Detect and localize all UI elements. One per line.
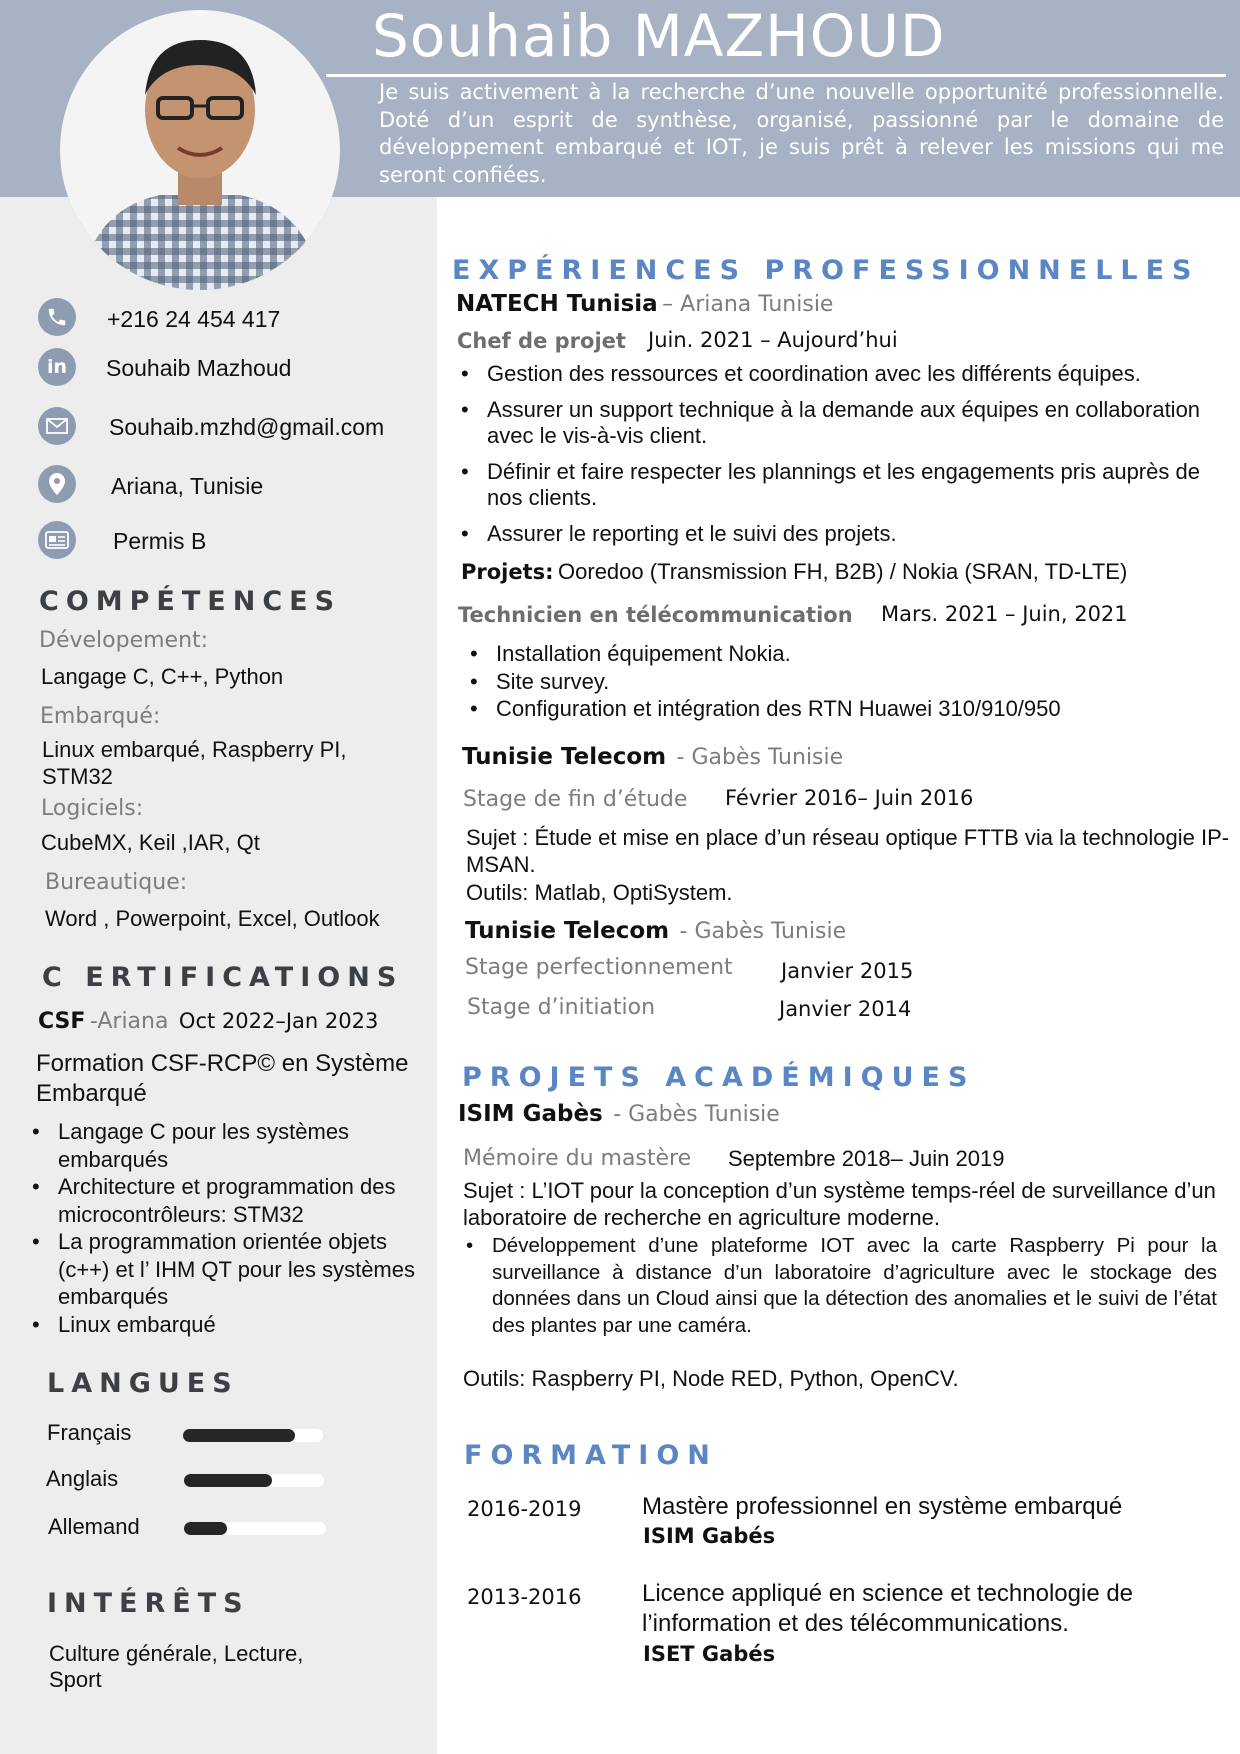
project-header	[458, 1101, 780, 1127]
job-duties	[457, 361, 1232, 547]
skill-group-label: Dévelopement:	[39, 628, 209, 653]
company-location: - Gabès Tunisie	[676, 745, 844, 770]
languages-heading: LANGUES	[47, 1368, 239, 1399]
certification-org: CSF	[38, 1009, 86, 1034]
phone-icon	[38, 298, 76, 336]
education-school: ISET Gabés	[643, 1642, 776, 1666]
phone-number[interactable]: +216 24 454 417	[107, 306, 281, 332]
language-name: Allemand	[48, 1514, 140, 1539]
company-name: Tunisie Telecom	[465, 918, 670, 944]
language-level-bar	[184, 1522, 326, 1535]
education-title: Licence appliqué en science et technologie de l’information et des télécommunications.	[642, 1580, 1134, 1637]
job-dates: Janvier 2014	[779, 997, 912, 1021]
list-item: • Assurer un support technique à la demande aux équipes en collaboration avec le vis-à-vis client.	[457, 397, 1232, 450]
school-location: - Gabès Tunisie	[613, 1102, 780, 1127]
id-card-icon	[38, 521, 76, 559]
list-item: • Site survey.	[466, 668, 1226, 696]
certification-dates: Oct 2022–Jan 2023	[178, 1009, 379, 1033]
job-role: Stage de fin d’étude	[463, 787, 688, 812]
skill-group-value: CubeMX, Keil ,IAR, Qt	[41, 830, 260, 855]
job-role: Technicien en télécommunication	[458, 603, 853, 627]
skill-group-label: Bureautique:	[45, 870, 188, 895]
language-level-fill	[184, 1474, 272, 1487]
list-item: • Architecture et programmation des microcontrôleurs: STM32	[28, 1173, 433, 1228]
projects-label: Projets:	[461, 560, 554, 584]
list-item: • Configuration et intégration des RTN Huawei 310/910/950	[466, 695, 1226, 723]
language-name: Anglais	[46, 1466, 119, 1491]
language-level-bar	[184, 1474, 324, 1487]
education-heading: FORMATION	[464, 1440, 718, 1471]
list-item: • Définir et faire respecter les plannings et les engagements pris auprès de nos clients.	[457, 459, 1232, 512]
projects-heading: PROJETS ACADÉMIQUES	[462, 1062, 976, 1093]
list-item: • Installation équipement Nokia.	[466, 640, 1226, 668]
linkedin-icon: in	[38, 348, 76, 386]
location-text: Ariana, Tunisie	[111, 473, 264, 499]
projects-text: Ooredoo (Transmission FH, B2B) / Nokia (SRAN, TD-LTE)	[558, 559, 1128, 584]
list-item: • Langage C pour les systèmes embarqués	[28, 1118, 433, 1173]
location-pin-icon	[38, 465, 76, 503]
certification-topics	[28, 1118, 433, 1338]
language-level-fill	[183, 1429, 295, 1442]
name-divider	[326, 74, 1226, 77]
email-address[interactable]: Souhaib.mzhd@gmail.com	[109, 414, 385, 440]
profile-summary: Je suis activement à la recherche d’une nouvelle opportunité professionnelle. Doté d’un esprit de synthèse, organisé, passionné par le domaine de développement embarqué et IOT, je suis prêt à relever les missions qui me seront confiées.	[379, 80, 1224, 187]
skill-group-value: Linux embarqué, Raspberry PI, STM32	[42, 737, 347, 789]
license-text: Permis B	[113, 528, 207, 554]
job-dates: Mars. 2021 – Juin, 2021	[881, 602, 1128, 626]
certification-location: -Ariana	[89, 1009, 169, 1034]
job-duties	[466, 640, 1226, 723]
company-name: Tunisie Telecom	[462, 744, 667, 770]
company-location: - Gabès Tunisie	[679, 919, 847, 944]
job-dates: Février 2016– Juin 2016	[725, 786, 974, 810]
skill-group-value: Word , Powerpoint, Excel, Outlook	[45, 906, 380, 931]
job-dates: Juin. 2021 – Aujourd’hui	[648, 328, 898, 352]
job-header	[456, 291, 833, 317]
internship-subject: Sujet : Étude et mise en place d’un réseau optique FTTB via la technologie IP-MSAN.	[466, 825, 1230, 877]
job-dates: Janvier 2015	[781, 959, 914, 983]
internship-tools: Outils: Matlab, OptiSystem.	[466, 880, 733, 905]
list-item: • Assurer le reporting et le suivi des projets.	[457, 521, 1232, 548]
experience-heading: EXPÉRIENCES PROFESSIONNELLES	[452, 255, 1200, 286]
certification-title: Formation CSF-RCP© en Système Embarqué	[36, 1050, 409, 1107]
interests-heading: INTÉRÊTS	[47, 1588, 250, 1619]
linkedin-name[interactable]: Souhaib Mazhoud	[106, 355, 292, 381]
language-name: Français	[47, 1420, 132, 1445]
list-item: • Linux embarqué	[28, 1311, 433, 1339]
candidate-name: Souhaib MAZHOUD	[372, 2, 946, 70]
skill-group-value: Langage C, C++, Python	[41, 664, 284, 689]
skill-group-label: Embarqué:	[40, 704, 161, 729]
job-header	[465, 918, 846, 944]
project-dates: Septembre 2018– Juin 2019	[728, 1146, 1005, 1171]
job-role: Stage d’initiation	[467, 995, 656, 1020]
school-name: ISIM Gabès	[458, 1101, 603, 1127]
project-tools: Outils: Raspberry PI, Node RED, Python, OpenCV.	[463, 1366, 959, 1391]
skill-group-label: Logiciels:	[41, 796, 144, 821]
project-subject: Sujet : L’IOT pour la conception d’un système temps-réel de surveillance d’un laboratoire de recherche en agriculture moderne.	[463, 1178, 1216, 1230]
project-details	[462, 1233, 1217, 1339]
project-role: Mémoire du mastère	[463, 1146, 692, 1171]
education-school: ISIM Gabés	[643, 1524, 776, 1548]
certification-header	[38, 1009, 378, 1034]
list-item: • Gestion des ressources et coordination avec les différents équipes.	[457, 361, 1232, 388]
skills-heading: COMPÉTENCES	[39, 586, 342, 617]
language-level-fill	[184, 1522, 227, 1535]
education-years: 2013-2016	[467, 1585, 582, 1609]
job-header	[462, 744, 843, 770]
education-title: Mastère professionnel en système embarqué	[642, 1493, 1123, 1520]
job-role: Stage perfectionnement	[465, 955, 733, 980]
mail-icon	[38, 407, 76, 445]
language-level-bar	[183, 1429, 323, 1442]
job-projects	[461, 558, 1127, 585]
list-item: • La programmation orientée objets (c++) et l’ IHM QT pour les systèmes embarqués	[28, 1228, 433, 1311]
interests-text: Culture générale, Lecture, Sport	[49, 1641, 304, 1692]
profile-photo	[60, 10, 340, 290]
education-years: 2016-2019	[467, 1497, 582, 1521]
list-item: • Développement d’une plateforme IOT avec la carte Raspberry Pi pour la surveillance à distance d’un laboratoire d’agriculture avec le stockage des données dans un Cloud ainsi que la détection des anomalies et le suivi de l’état des plantes par une caméra.	[462, 1233, 1217, 1339]
company-location: – Ariana Tunisie	[662, 292, 834, 317]
certifications-heading: C ERTIFICATIONS	[42, 962, 404, 993]
company-name: NATECH Tunisia	[456, 291, 658, 317]
job-role: Chef de projet	[457, 329, 626, 353]
